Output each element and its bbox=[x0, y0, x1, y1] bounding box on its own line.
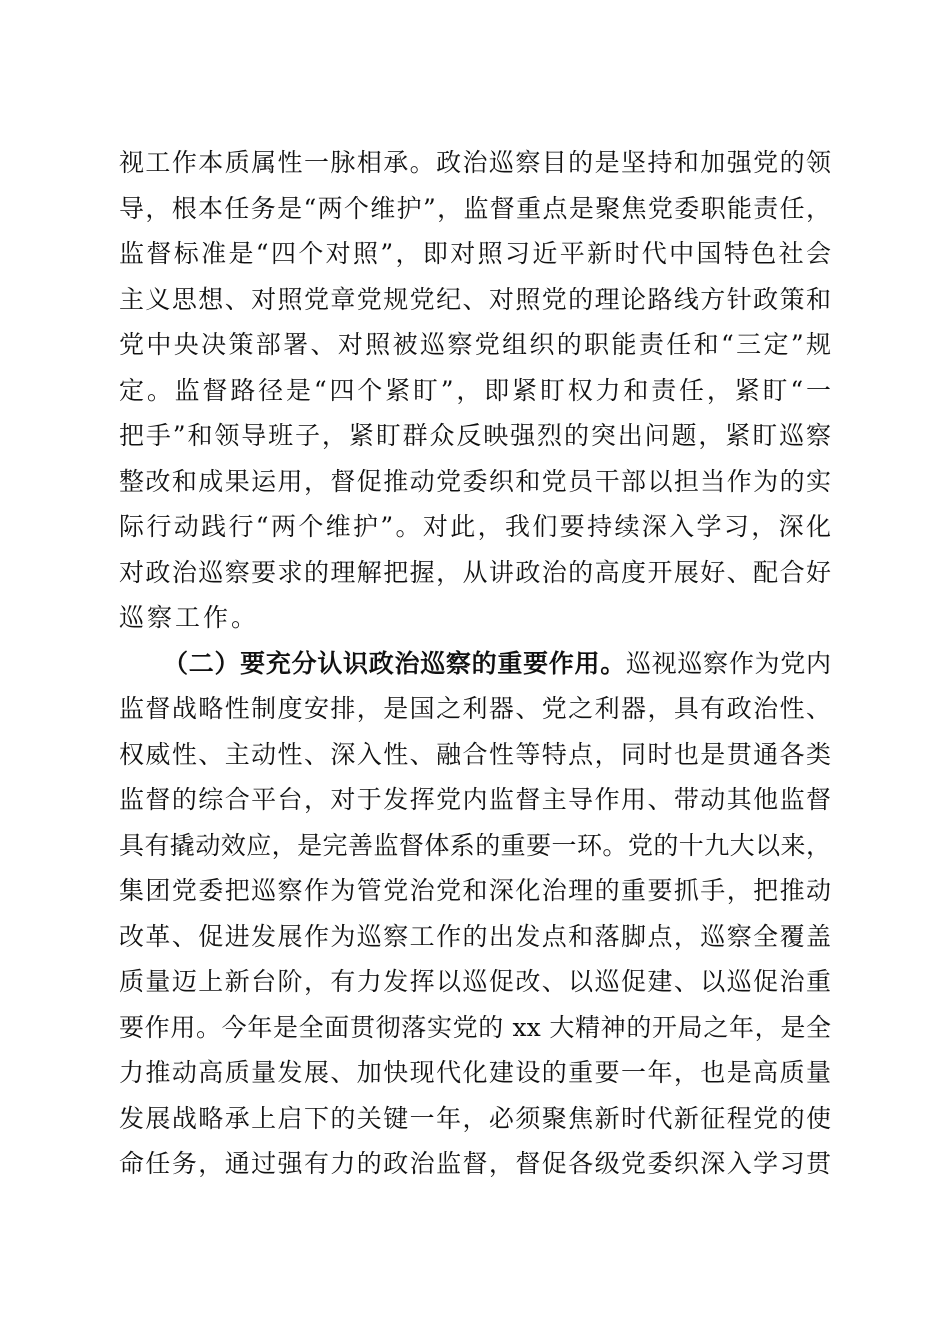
text-run: 巡视巡察作为党内 bbox=[625, 648, 831, 678]
text-line: 监督战略性制度安排，是国之利器、党之利器，具有政治性、 bbox=[119, 694, 831, 723]
text-line: 际行动践行“两个维护”。对此，我们要持续深入学习，深化 bbox=[119, 512, 831, 541]
text-line: 视工作本质属性一脉相承。政治巡察目的是坚持和加强党的领 bbox=[119, 148, 831, 177]
paragraph-1 bbox=[119, 140, 831, 641]
text-line: 定。监督路径是“四个紧盯”，即紧盯权力和责任，紧盯“一 bbox=[119, 375, 831, 405]
text-line: 监督标准是“四个对照”，即对照习近平新时代中国特色社会 bbox=[119, 239, 831, 268]
text-line: 具有撬动效应，是完善监督体系的重要一环。党的十九大以来， bbox=[119, 830, 831, 860]
text-line: 要作用。今年是全面贯彻落实党的 xx 大精神的开局之年，是全 bbox=[119, 1012, 831, 1042]
text-line: 把手”和领导班子，紧盯群众反映强烈的突出问题，紧盯巡察 bbox=[119, 421, 831, 450]
text-line: 党中央决策部署、对照被巡察党组织的职能责任和“三定”规 bbox=[119, 330, 831, 359]
text-line: 改革、促进发展作为巡察工作的出发点和落脚点，巡察全覆盖 bbox=[119, 921, 831, 951]
text-line: 集团党委把巡察作为管党治党和深化治理的重要抓手，把推动 bbox=[119, 876, 831, 905]
text-line: 力推动高质量发展、加快现代化建设的重要一年，也是高质量 bbox=[119, 1058, 831, 1087]
text-line: 主义思想、对照党章党规党纪、对照党的理论路线方针政策和 bbox=[119, 284, 831, 314]
text-line: 巡察工作。 bbox=[119, 603, 260, 632]
text-line: 质量迈上新台阶，有力发挥以巡促改、以巡促建、以巡促治重 bbox=[119, 967, 831, 996]
text-line: 对政治巡察要求的理解把握，从讲政治的高度开展好、配合好 bbox=[119, 557, 831, 587]
text-line: 导，根本任务是“两个维护”，监督重点是聚焦党委职能责任， bbox=[119, 193, 831, 223]
body-text bbox=[119, 140, 831, 1187]
section-heading: （二）要充分认识政治巡察的重要作用。 bbox=[163, 648, 626, 678]
text-line: 命任务，通过强有力的政治监督，督促各级党委织深入学习贯 bbox=[119, 1149, 831, 1178]
paragraph-2 bbox=[119, 641, 831, 1187]
text-line: 整改和成果运用，督促推动党委织和党员干部以担当作为的实 bbox=[119, 466, 831, 496]
text-line: 发展战略承上启下的关键一年，必须聚焦新时代新征程党的使 bbox=[119, 1103, 831, 1133]
text-line: 权威性、主动性、深入性、融合性等特点，同时也是贯通各类 bbox=[119, 739, 831, 769]
paragraph-first-line bbox=[119, 641, 831, 687]
text-line: 监督的综合平台，对于发挥党内监督主导作用、带动其他监督 bbox=[119, 785, 831, 814]
